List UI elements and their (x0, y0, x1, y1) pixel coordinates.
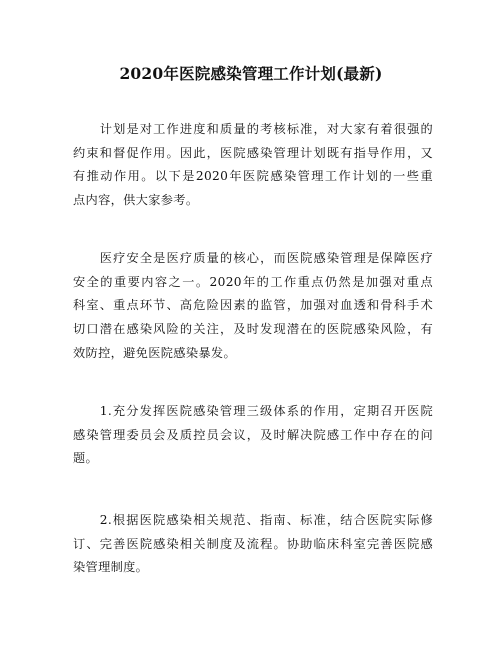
paragraph-line: 效防控，避免医院感染暴发。 (73, 345, 236, 360)
paragraph-line: 点内容，供大家参考。 (73, 193, 199, 208)
paragraph-item-2 (73, 509, 433, 580)
paragraph-line: 题。 (73, 451, 99, 466)
paragraph-line: 2.根据医院感染相关规范、指南、标准，结合医院实际修 (73, 513, 433, 527)
paragraph-line: 订、完善医院感染相关制度及流程。协助临床科室完善医院感 (73, 536, 433, 551)
paragraph-line: 安全的重要内容之一。2020年的工作重点仍然是加强对重点 (73, 274, 433, 289)
paragraph-line: 切口潜在感染风险的关注，及时发现潜在的医院感染风险，有 (73, 322, 433, 337)
paragraph-line: 约束和督促作用。因此，医院感染管理计划既有指导作用，又 (73, 145, 433, 160)
paragraph-safety (73, 247, 433, 365)
paragraph-line: 有推动作用。以下是2020年医院感染管理工作计划的一些重 (73, 169, 433, 184)
paragraph-item-1 (73, 400, 433, 471)
paragraph-line: 医疗安全是医疗质量的核心，而医院感染管理是保障医疗 (73, 251, 433, 265)
paragraph-line: 科室、重点环节、高危险因素的监管，加强对血透和骨科手术 (73, 298, 433, 313)
paragraph-intro (73, 118, 433, 213)
document-title: 2020年医院感染管理工作计划(最新) (119, 64, 383, 83)
paragraph-line: 计划是对工作进度和质量的考核标准，对大家有着很强的 (73, 122, 433, 136)
paragraph-line: 感染管理委员会及质控员会议，及时解决院感工作中存在的问 (73, 427, 433, 442)
paragraph-line: 染管理制度。 (73, 560, 149, 575)
paragraph-line: 1.充分发挥医院感染管理三级体系的作用，定期召开医院 (73, 404, 433, 418)
